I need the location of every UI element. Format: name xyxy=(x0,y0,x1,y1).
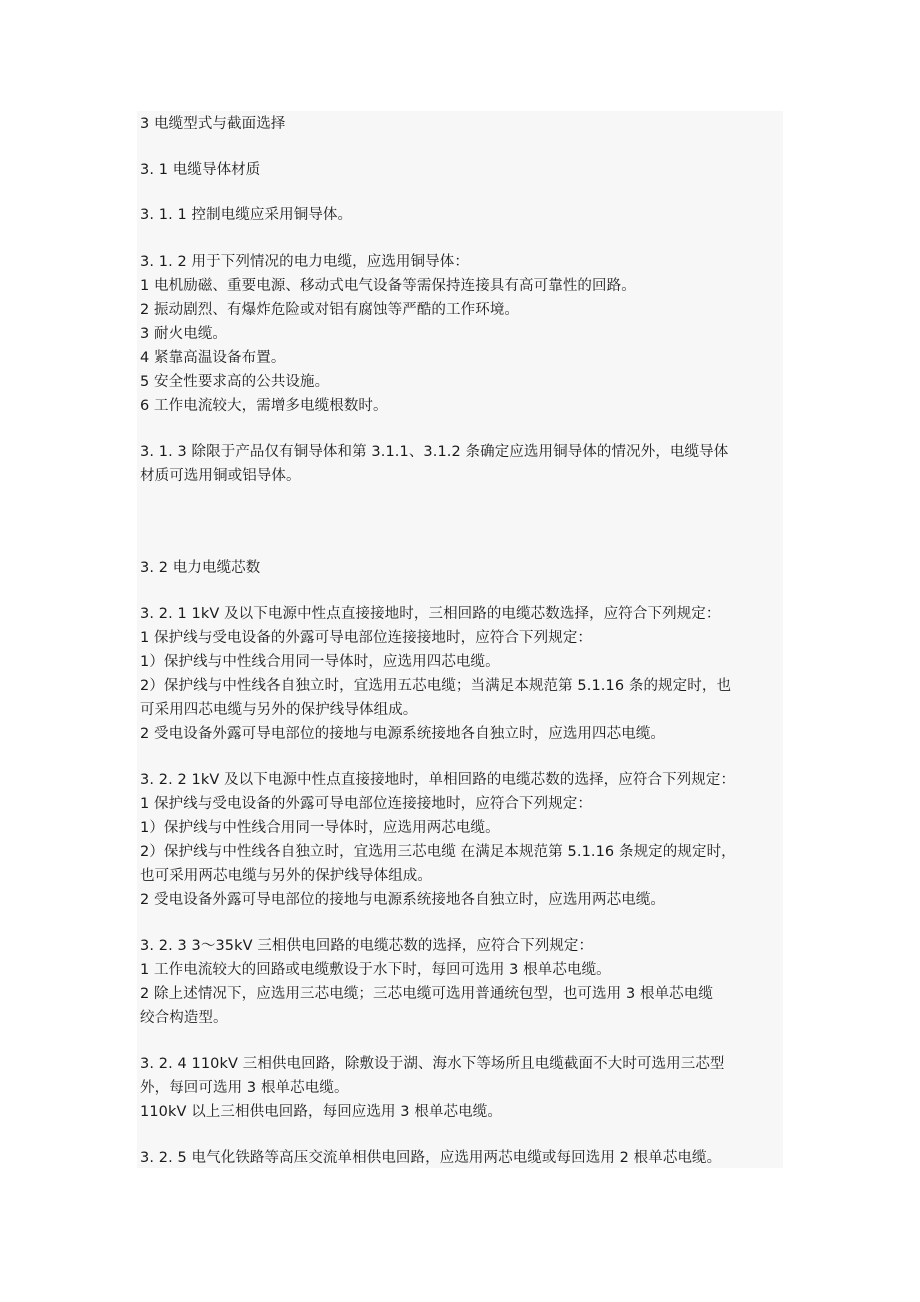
text-line: 1 电机励磁、重要电源、移动式电气设备等需保持连接具有高可靠性的回路。 xyxy=(140,278,636,294)
text-line: 2 振动剧烈、有爆炸危险或对铝有腐蚀等严酷的工作环境。 xyxy=(140,302,520,318)
text-line: 3 电缆型式与截面选择 xyxy=(140,116,286,132)
text-line: 1 保护线与受电设备的外露可导电部位连接接地时，应符合下列规定： xyxy=(140,796,593,812)
text-line: 材质可选用铜或铝导体。 xyxy=(140,468,301,484)
text-line: 2 受电设备外露可导电部位的接地与电源系统接地各自独立时，应选用四芯电缆。 xyxy=(140,726,666,742)
text-line: 3. 2. 5 电气化铁路等高压交流单相供电回路，应选用两芯电缆或每回选用 2 根单芯电缆。 xyxy=(140,1150,722,1166)
text-line: 也可采用两芯电缆与另外的保护线导体组成。 xyxy=(140,868,432,884)
text-line: 2）保护线与中性线各自独立时，宜选用五芯电缆；当满足本规范第 5.1.16 条的规定时，也 xyxy=(140,678,732,694)
text-line: 3. 1. 1 控制电缆应采用铜导体。 xyxy=(140,207,353,223)
text-line: 3. 2 电力电缆芯数 xyxy=(140,560,261,576)
text-line: 5 安全性要求高的公共设施。 xyxy=(140,374,330,390)
text-line: 110kV 以上三相供电回路，每回应选用 3 根单芯电缆。 xyxy=(140,1104,502,1120)
text-line: 1 保护线与受电设备的外露可导电部位连接接地时，应符合下列规定： xyxy=(140,630,593,646)
text-line: 3. 1. 2 用于下列情况的电力电缆，应选用铜导体： xyxy=(140,254,469,270)
text-line: 2 除上述情况下，应选用三芯电缆；三芯电缆可选用普通统包型，也可选用 3 根单芯电缆 xyxy=(140,986,713,1002)
text-line: 1）保护线与中性线合用同一导体时，应选用两芯电缆。 xyxy=(140,820,500,836)
text-line: 3. 2. 4 110kV 三相供电回路，除敷设于湖、海水下等场所且电缆截面不大时可选用三芯型 xyxy=(140,1056,725,1072)
text-line: 4 紧靠高温设备布置。 xyxy=(140,350,286,366)
text-line: 3 耐火电缆。 xyxy=(140,326,228,342)
text-line: 3. 2. 1 1kV 及以下电源中性点直接接地时，三相回路的电缆芯数选择，应符合下列规定： xyxy=(140,606,721,622)
document-page xyxy=(137,111,783,1168)
text-line: 2）保护线与中性线各自独立时，宜选用三芯电缆 在满足本规范第 5.1.16 条规定的规定时， xyxy=(140,844,736,860)
text-line: 3. 1. 3 除限于产品仅有铜导体和第 3.1.1、3.1.2 条确定应选用铜导体的情况外，电缆导体 xyxy=(140,444,729,460)
text-line: 外，每回可选用 3 根单芯电缆。 xyxy=(140,1080,349,1096)
text-line: 6 工作电流较大，需增多电缆根数时。 xyxy=(140,398,388,414)
text-line: 3. 2. 3 3～35kV 三相供电回路的电缆芯数的选择，应符合下列规定： xyxy=(140,938,594,954)
text-line: 2 受电设备外露可导电部位的接地与电源系统接地各自独立时，应选用两芯电缆。 xyxy=(140,892,666,908)
text-line: 可采用四芯电缆与另外的保护线导体组成。 xyxy=(140,702,418,718)
text-line: 3. 2. 2 1kV 及以下电源中性点直接接地时，单相回路的电缆芯数的选择，应符合下列规定： xyxy=(140,772,736,788)
text-line: 1 工作电流较大的回路或电缆敷设于水下时，每回可选用 3 根单芯电缆。 xyxy=(140,962,611,978)
text-line: 1）保护线与中性线合用同一导体时，应选用四芯电缆。 xyxy=(140,654,500,670)
text-line: 绞合构造型。 xyxy=(140,1010,228,1026)
text-line: 3. 1 电缆导体材质 xyxy=(140,162,261,178)
